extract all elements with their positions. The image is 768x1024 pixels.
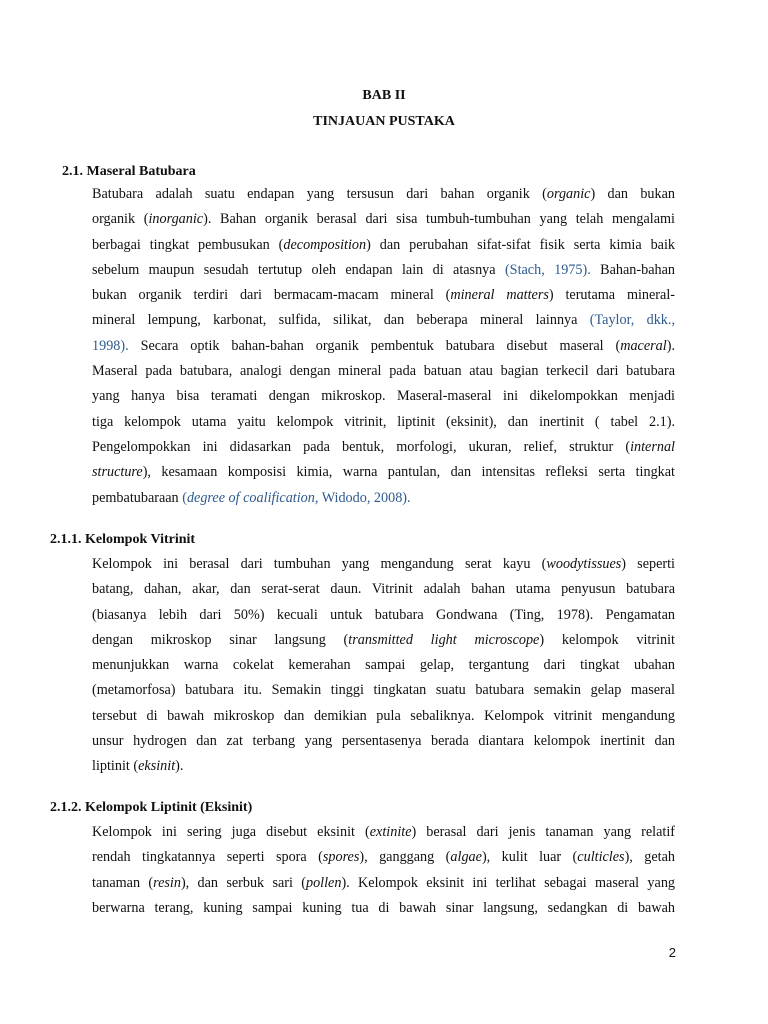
text-line: Kelompok ini sering juga disebut eksinit (extinite) berasal dari jenis tanaman yang relatif <box>92 824 675 840</box>
text-line: Kelompok ini berasal dari tumbuhan yang mengandung serat kayu (woodytissues) seperti <box>92 556 675 572</box>
text-line: Batubara adalah suatu endapan yang tersusun dari bahan organik (organic) dan bukan <box>92 186 675 202</box>
page-number: 2 <box>668 945 676 960</box>
text-line: dengan mikroskop sinar langsung (transmitted light microscope) kelompok vitrinit <box>92 631 675 648</box>
section-heading-2-1-2: 2.1.2. Kelompok Liptinit (Eksinit) <box>50 800 253 815</box>
text-line: rendah tingkatannya seperti spora (spores), ganggang (algae), kulit luar (culticles), getah <box>92 849 675 866</box>
chapter-title: TINJAUAN PUSTAKA <box>313 114 455 129</box>
text-line: liptinit (eksinit). <box>92 758 184 775</box>
text-line: tanaman (resin), dan serbuk sari (pollen). Kelompok eksinit ini terlihat sebagai maseral yang <box>92 874 676 891</box>
text-line: batang, dahan, akar, dan serat-serat daun. Vitrinit adalah bahan utama penyusun batubara <box>92 581 675 598</box>
text-line: structure), kesamaan komposisi kimia, warna pantulan, dan intensitas refleksi serta tingkat <box>92 464 675 481</box>
text-line: berwarna terang, kuning sampai kuning tua di bawah sinar langsung, sedangkan di bawah <box>92 899 675 916</box>
text-line: (metamorfosa) batubara itu. Semakin tinggi tingkatan suatu batubara semakin gelap maseral <box>92 682 675 699</box>
text-line: menunjukkan warna cokelat kemerahan sampai gelap, tergantung dari tingkat ubahan <box>92 657 675 674</box>
text-line: pembatubaraan (degree of coalification, Widodo, 2008). <box>92 489 411 506</box>
text-line: bukan organik terdiri dari bermacam-macam mineral (mineral matters) terutama mineral- <box>92 287 675 304</box>
text-line: mineral lempung, karbonat, sulfida, silikat, dan beberapa mineral lainnya (Taylor, dkk., <box>92 312 675 329</box>
text-line: tersebut di bawah mikroskop dan demikian pula sebaliknya. Kelompok vitrinit mengandung <box>92 707 675 724</box>
citation-taylor: (Taylor, dkk., <box>589 312 675 329</box>
paragraph-vitrinit <box>92 552 675 780</box>
paragraph-liptinit <box>92 820 675 921</box>
citation-widodo: (degree of coalification, Widodo, 2008). <box>182 489 411 506</box>
text-line: (biasanya lebih dari 50%) kecuali untuk batubara Gondwana (Ting, 1978). Pengamatan <box>92 606 675 623</box>
text-line: sebelum maupun sesudah tertutup oleh endapan lain di atasnya (Stach, 1975). Bahan-bahan <box>92 261 675 278</box>
section-heading-2-1: 2.1. Maseral Batubara <box>62 164 196 179</box>
chapter-number: BAB II <box>362 88 406 103</box>
text-line: berbagai tingkat pembusukan (decomposition) dan perubahan sifat-sifat fisik serta kimia baik <box>92 236 675 253</box>
text-line: tiga kelompok utama yaitu kelompok vitrinit, liptinit (eksinit), dan inertinit ( tabel 2.1). <box>92 413 675 430</box>
text-line: 1998). Secara optik bahan-bahan organik pembentuk batubara disebut maseral (maceral). <box>92 337 675 354</box>
text-line: Maseral pada batubara, analogi dengan mineral pada batuan atau bagian terkecil dari batubara <box>92 363 675 380</box>
citation-stach: (Stach, 1975). <box>504 261 591 278</box>
text-line: Pengelompokkan ini didasarkan pada bentuk, morfologi, ukuran, relief, struktur (internal <box>92 438 675 455</box>
paragraph-maseral-batubara <box>92 182 675 511</box>
text-line: organik (inorganic). Bahan organik berasal dari sisa tumbuh-tumbuhan yang telah mengalami <box>92 211 675 228</box>
section-heading-2-1-1: 2.1.1. Kelompok Vitrinit <box>50 532 196 547</box>
text-line: unsur hydrogen dan zat terbang yang persentasenya berada diantara kelompok inertinit dan <box>92 733 675 750</box>
text-line: yang hanya bisa teramati dengan mikroskop. Maseral-maseral ini dikelompokkan menjadi <box>92 388 675 405</box>
citation-taylor-year: 1998). <box>92 337 129 354</box>
